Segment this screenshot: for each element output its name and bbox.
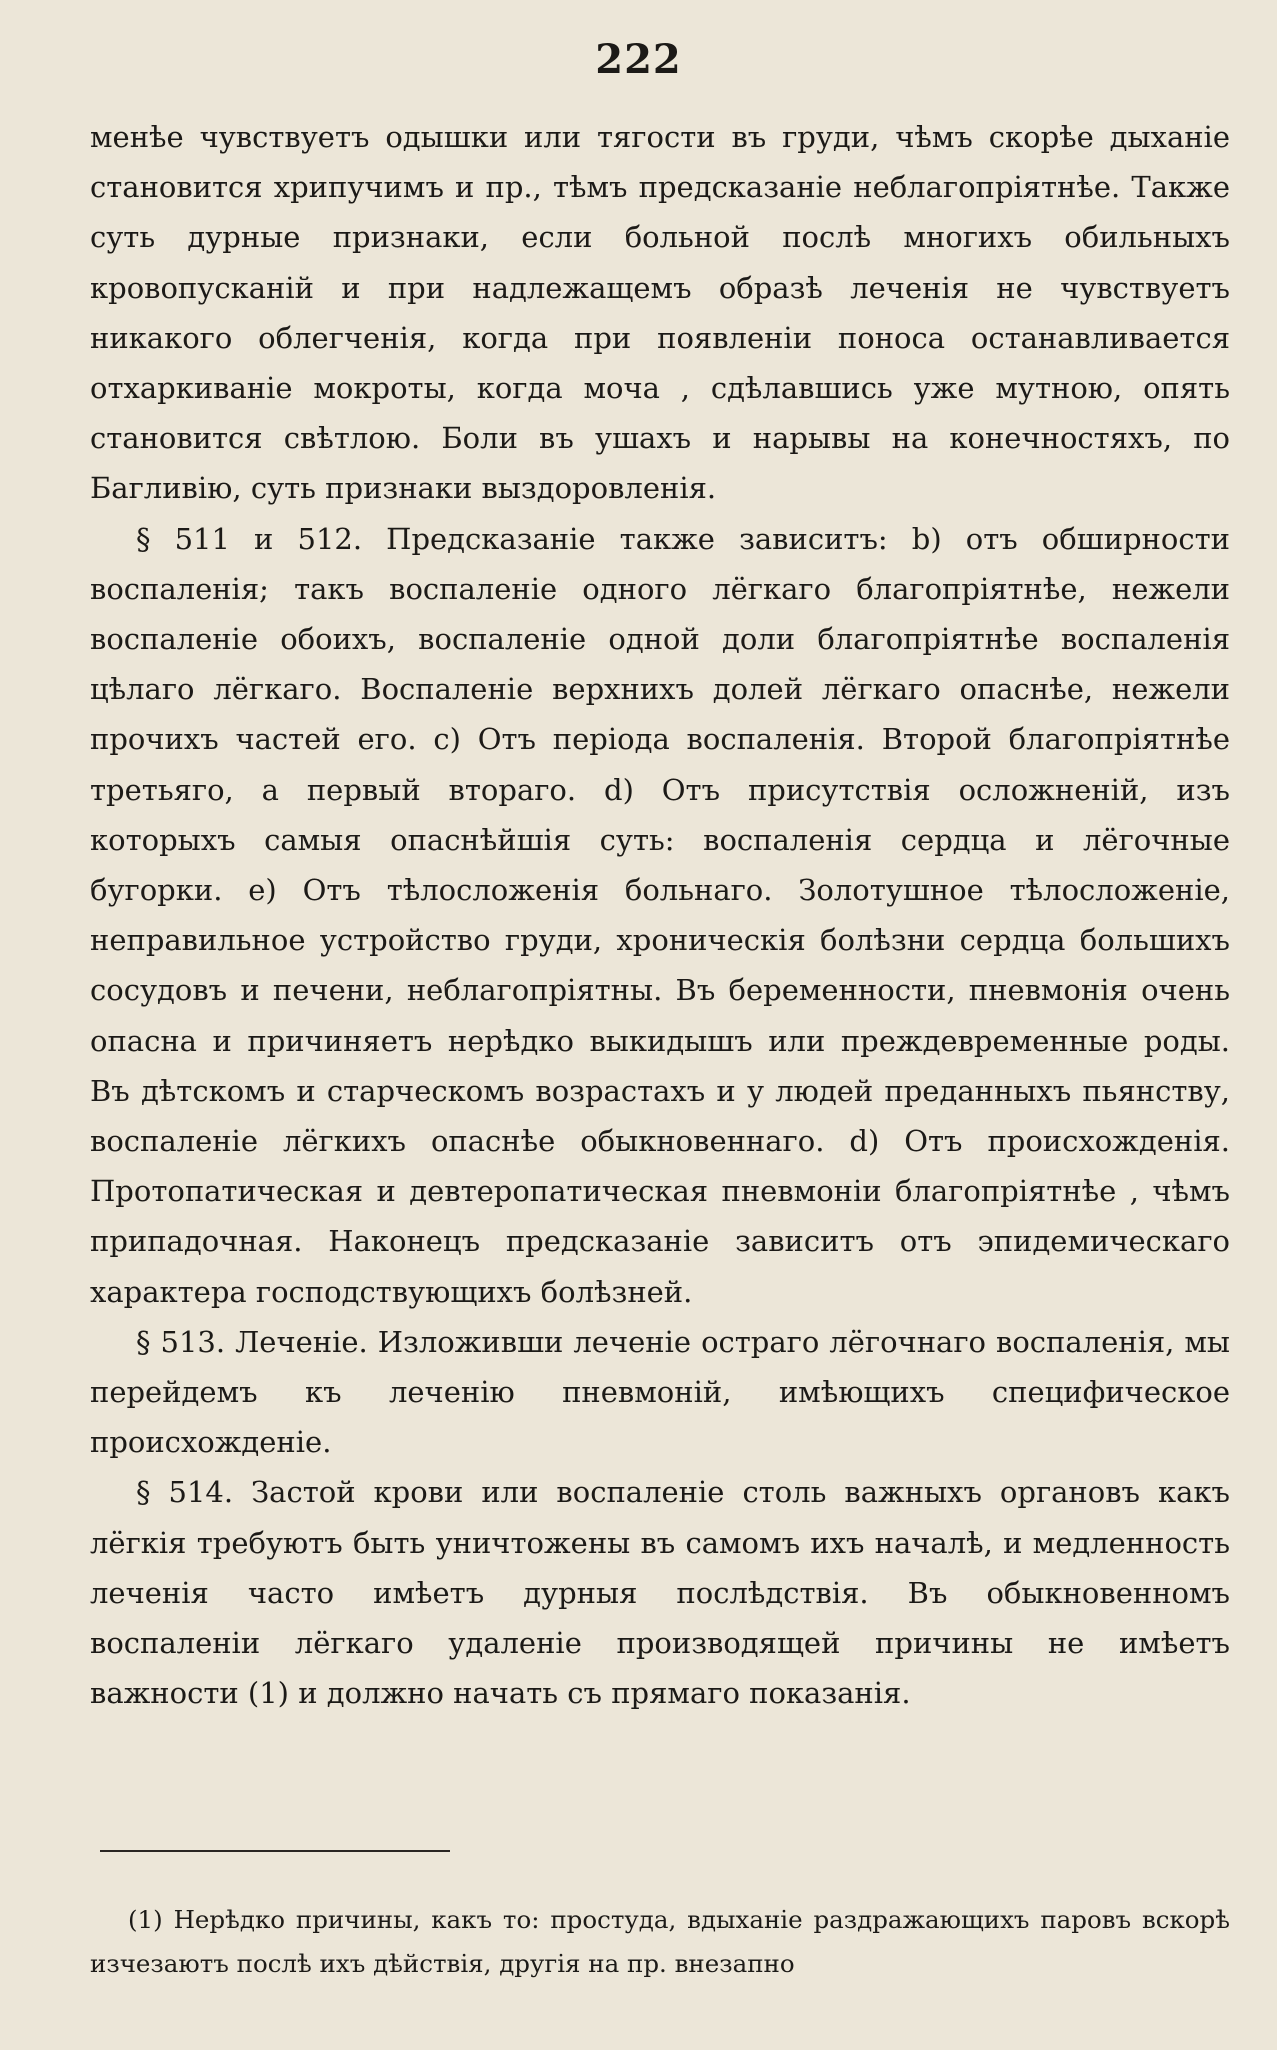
paragraph-511-512: § 511 и 512. Предсказаніе также зависитъ: b) отъ обширности воспаленія; такъ воспаленіе одного лёгкаго благопріятнѣе, нежели воспаленіе обоихъ, воспаленіе одной доли благопріятнѣе воспаленія цѣлаго лёгкаго. Воспаленіе верхнихъ долей лёгкаго опаснѣе, нежели прочихъ частей его. c) Отъ періода воспаленія. Второй благопріятнѣе третьяго, а первый втораго. d) Отъ присутствія осложненій, изъ которыхъ самыя опаснѣйшія суть: воспаленія сердца и лёгочные бугорки. e) Отъ тѣлосложенія больнаго. Золотушное тѣлосложеніе, неправильное устройство груди, хроническія болѣзни сердца большихъ сосудовъ и печени, неблагопріятны. Въ беременности, пневмонія очень опасна и причиняетъ нерѣдко выкидышъ или преждевременные роды. Въ дѣтскомъ и старческомъ возрастахъ и у людей преданныхъ пьянству, воспаленіе лёгкихъ опаснѣе обыкновеннаго. d) Отъ происхожденія. Протопатическая и девтеропатическая пневмоніи благопріятнѣе , чѣмъ припадочная. Наконецъ предсказаніе зависитъ отъ эпидемическаго характера господствующихъ болѣзней.: [90, 521, 1230, 1309]
footnote: (1) Нерѣдко причины, какъ то: простуда, вдыханіе раздражающихъ паровъ вскорѣ изчезаютъ послѣ ихъ дѣйствія, другія на пр. внезапно: [90, 1905, 1230, 1978]
paragraph-514: § 514. Застой крови или воспаленіе столь важныхъ органовъ какъ лёгкія требуютъ быть уничтожены въ самомъ ихъ началѣ, и медленность леченія часто имѣетъ дурныя послѣдствія. Въ обыкновенномъ воспаленіи лёгкаго удаленіе производящей причины не имѣетъ важности (1) и должно начать съ прямаго показанія.: [90, 1475, 1230, 1711]
body-text: [90, 112, 1230, 1719]
paragraph-513: § 513. Леченіе. Изложивши леченіе остраго лёгочнаго воспаленія, мы перейдемъ къ леченію пневмоній, имѣющихъ специфическое происхожденіе.: [90, 1324, 1230, 1460]
footnote-divider: [100, 1850, 450, 1852]
paragraph-continued: менѣе чувствуетъ одышки или тягости въ груди, чѣмъ скорѣе дыханіе становится хрипучимъ и пр., тѣмъ предсказаніе неблагопріятнѣе. Также суть дурные признаки, если больной послѣ многихъ обильныхъ кровопусканій и при надлежащемъ образѣ леченія не чувствуетъ никакого облегченія, когда при появленіи поноса останавливается отхаркиваніе мокроты, когда моча , сдѣлавшись уже мутною, опять становится свѣтлою. Боли въ ушахъ и нарывы на конечностяхъ, по Багливію, суть признаки выздоровленія.: [90, 120, 1230, 506]
page-number: 222: [595, 36, 682, 83]
